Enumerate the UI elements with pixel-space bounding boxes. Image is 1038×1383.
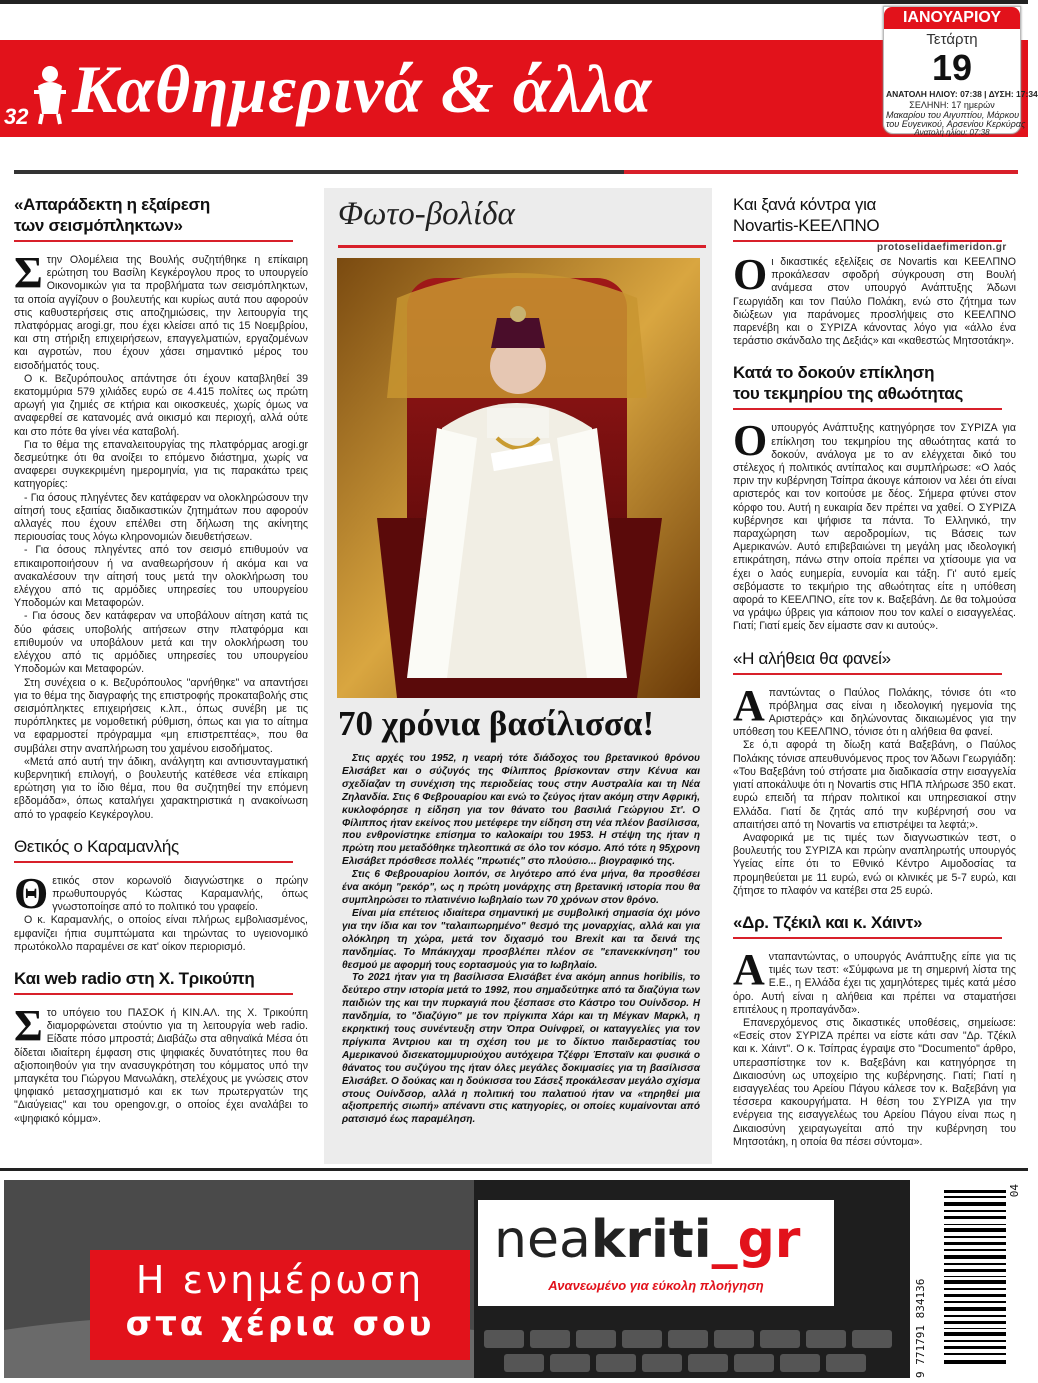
ad-brand-logo	[494, 1210, 800, 1270]
title-line: των σεισμόπληκτων»	[14, 216, 183, 235]
paragraph: Για το θέμα της επαναλειτουργίας της πλατφόρμας arogi.gr δεσμεύτηκε ότι θα ανοίξει το επόμενο διάστημα, χωρίς να αναφερει συγκεκριμένη ημερομηνία, για τις παρακάτω τρεις κατηγορίες:	[14, 438, 308, 491]
paragraph: ι δικαστικές εξελίξεις σε Novartis και ΚΕΕΛΠΝΟ προκάλεσαν σφοδρή σύγκρουση στη Βουλή ανάμεσα στον υπουργό Ανάπτυξης Άδωνι Γεωργιάδη και τον Παύλο Πολάκη, ενώ στο ζήτημα των διώξεων για παράνομες προσλήψεις στο ΚΕΕΛΠΝΟ παρενέβη και ο ΣΥΡΙΖΑ κάνοντας λόγο για «άλλο ένα τεράστιο σκάνδαλο της Δεξιάς» και «καθεστώς Μητσοτάκη».	[733, 256, 1016, 348]
article-title-karamanlis: Θετικός ο Καραμανλής	[14, 836, 179, 856]
sun-times: ΑΝΑΤΟΛΗ ΗΛΙΟΥ: 07:38 | ΔΥΣΗ: 17:34	[886, 89, 1038, 99]
paragraph: Επανερχόμενος στις δικαστικές υποθέσεις, σημείωσε: «Εσείς στον ΣΥΡΙΖΑ πρέπει να είστε κάτι σαν "Δρ. Τζέκιλ και κ. Χάιντ". Ο κ. Τσίπρας έγραψε στο "Documento" άρθρο, υπερασπίστηκε τον κ. Βαξεβάνη και κατηγόρησε τη Δικαιοσύνη ως υποχείριο της κυβέρνησης. Γιατί; Γιατί η εισαγγελέας του Αρείου Πάγου κάλεσε τον κ. Βαξεβάνη για τέσσερα κακουργήματα. Η θέση του ΣΥΡΙΖΑ για την ενέργεια της εισαγγελέως του Αρείου Πάγου είναι πως η Δικαιοσύνη χειραγωγείται από την κυβέρνηση του Μητσοτάκη, η οποία θα πέσει σύντομα».	[733, 1016, 1016, 1148]
ad-line-2: στα χέρια σου	[125, 1304, 435, 1344]
article-title-jekyll-hyde: «Δρ. Τζέκιλ και κ. Χάιντ»	[733, 912, 923, 932]
paragraph: - Για όσους δεν κατάφεραν να υποβάλουν αίτηση κατά τις δύο φάσεις υποβολής αιτήσεων στην πλατφόρμα και επιθυμούν να υποβάλουν μετά και την ολοκλήρωση του ελέγχου από τις αρμόδιες υπηρεσίες του υπουργείου Υποδομών και Μεταφορών.	[14, 610, 308, 676]
paragraph: Ο κ. Καραμανλής, ο οποίος είναι πλήρως εμβολιασμένος, εμφανίζει ήπια συμπτώματα και τηρώντας το υγειονομικό πρωτόκολλο παραμένει σε κατ' οίκον περιορισμό.	[14, 914, 308, 953]
title-line: του τεκμηρίου της αθωότητας	[733, 384, 963, 404]
paragraph: ετικός στον κορωνοϊό διαγνώστηκε ο πρώην πρωθυπουργός Κώστας Καραμανλής, όπως γνωστοποίησε από το πολιτικό του γραφείο.	[52, 874, 308, 914]
brand-kriti: kriti	[590, 1210, 712, 1270]
title-rule	[733, 673, 1002, 675]
paragraph: νταπαντώντας, ο υπουργός Ανάπτυξης είπε για τις τιμές των τεστ: «Σύμφωνα με τη σημερινή λίστα της Ε.Ε., η Ελλάδα έχει τις χαμηλότερες τιμές κατά μέσο όρο. Αυτή είναι η αλήθεια και πρέπει να σταματήσει επιτέλους η προπαγάνδα».	[733, 950, 1016, 1016]
drop-cap: Ο	[733, 416, 768, 466]
mascot-logo-icon	[32, 64, 68, 126]
title-rule	[14, 993, 293, 995]
article-title-web-radio: Και web radio στη Χ. Τρικούπη	[14, 968, 255, 988]
article-title-alitheia: «Η αλήθεια θα φανεί»	[733, 648, 891, 668]
top-rule	[0, 0, 1028, 4]
article-title-seismoplikta	[14, 194, 308, 236]
sunrise-line: Ανατολή ηλίου: 07:38	[914, 128, 990, 137]
header-rule-dark	[14, 170, 624, 174]
right-column	[733, 194, 1016, 1149]
title-rule	[733, 937, 1002, 939]
watermark: protoselidaefimeridon.gr	[877, 242, 1007, 253]
title-line: «Απαράδεκτη η εξαίρεση	[14, 195, 210, 214]
article-title-tekmirio	[733, 362, 1016, 404]
brand-nea: nea	[494, 1210, 591, 1270]
article-title-novartis	[733, 194, 1016, 236]
paragraph: Ο κ. Βεζυρόπουλος απάντησε ότι έχουν καταβληθεί 39 εκατομμύρια 579 χιλιάδες ευρώ σε 4.415 πολίτες ως πρώτη αρωγή για ζημιές σε κτήρια και οικοσκευές, χωρίς όμως να αναφερθεί σε κατανομές ανά οικισμό και περιοχή, αλλά ούτε και στο πότε θα γίνει νέα καταβολή.	[14, 372, 308, 438]
drop-cap: Σ	[14, 1000, 43, 1050]
paragraph: Στη συνέχεια ο κ. Βεζυρόπουλος "αρνήθηκε" να απαντήσει για το θέμα της διαγραφής της επιστροφής προκαταβολής στις σεισμόπληκτες επιχειρήσεις κ.λπ., όπως συνέβη με τις πυρόπληκτες με νομοθετική ρύθμιση, όπως και για το αίτημα να εφαρμοστεί πρόγραμμα «μη επιστρεπτέας», που θα συμβάλει στην αναπλήρωση του χαμένου εισοδήματος.	[14, 676, 308, 755]
paragraph: υπουργός Ανάπτυξης κατηγόρησε τον ΣΥΡΙΖΑ για επίκληση του τεκμηρίου της αθωότητας κατά το δοκούν, ανάλογα με το αν ελέγχεται δικό του στέλεχος ή πολιτικός αντίπαλος και συμπλήρωσε: «Ο λαός πριν την κυβέρνηση Τσίπρα άκουγε κάποιον να λέει ότι είναι αριστερός και τον κοιτούσε με δέος. Σήμερα φτύνει στον κόρφο του. Αυτή η ευκαιρία δεν πρέπει να χαθεί. Ο ΣΥΡΙΖΑ κυβέρνησε και ψήφισε τα πάντα. Το Ελληνικό, την παραχώρηση των αεροδρομίων, τις Βάσεις των Αμερικανών. Αυτό επιβεβαιώνει τη μεγάλη μας ιδεολογική επικράτηση, πάνω στην οποία πρέπει να χτίσουμε για να έχει ο λαός ευημερία, ευνομία και τάξη. Γι' αυτό εμείς σεβόμαστε το τεκμήριο της αθωότητας είτε η υπόθεση αφορά το ΚΕΕΛΠΝΟ, είτε τον κ. Βαξεβάνη. Δε θα τολμούσα να γράψω ύβρεις για κάποιον που τον καλεί ο εισαγγελέας. Γιατί; Γιατί εμείς δεν είμαστε σαν κι αυτούς».	[733, 422, 1016, 633]
paragraph: «Μετά από αυτή την άδικη, ανάλγητη και αντισυνταγματική κυβερνητική επιλογή, ο βουλευτής κατέθεσε νέα επίκαιρη ερώτηση για το ίδιο θέμα, που θα συζητηθεί την επόμενη εβδομάδα», όπως καταλήγει χαρακτηριστικά η ανακοίνωση από το γραφείο Κεγκέρογλου.	[14, 755, 308, 821]
paragraph: Το 2021 ήταν για τη βασίλισσα Ελισάβετ ένα ακόμη annus horibilis, το δεύτερο στην ιστορία μετά το 1992, που σημαδεύτηκε από τα διαζύγια των παιδιών της και την πυρκαγιά που ξέσπασε στο Κάστρο του Ουίνδσορ. Η πανδημία, το "διαζύγιο" με τον πρίγκιπα Χάρι και τη Μέγκαν Μαρκλ, η εκρηκτική τους συνέντευξη στην Όπρα Ουίνφρεϊ, οι καταγγελίες για τον πρίγκιπα Άντριου και τη σχέση του με το δίκτυο παιδεραστίας του Αμερικανού δισεκατομμυριούχου αυτόχειρα Τζέφρι Έπσταϊν και φυσικά ο θάνατος του συζύγου της ήταν όλες μεγάλες δοκιμασίες για τη βασίλισσα Ελισάβετ. Ο δούκας και η δούκισσα του Σάσεξ προκάλεσαν μεγάλο σχίσμα στους Ουίνδσορ, αλλά η πολιτική του παλατιού ήταν να «τηρηθεί μια αξιοπρεπής σιωπή» απέναντι στις κατηγορίες, οι οποίες κυμαίνονται από ρατσισμό έως παραμέληση.	[342, 972, 700, 1126]
saints-line-2: του Ευγενικού, Αρσενίου Κερκύρας	[886, 119, 1026, 129]
paragraph: την Ολομέλεια της Βουλής συζητήθηκε η επίκαιρη ερώτηση του Βασίλη Κεγκέρογλου προς το υπουργείο Οικονομικών για τα προβλήματα των σεισμόπληκτων, τα οποία αγγίζουν ο βουλευτής και κυρίως αυτά που αφορούν στις καθυστερήσεις στις αποζημιώσεις, την λειτουργία της πλατφόρμας arogi.gr, που έχει κλείσει από τις 15 Νοεμβρίου, και στη στήριξη επιχειρήσεων, επαγγελματιών, εργαζομένων και αγροτών, που έχουν χάσει σημαντικό μέρος του εισοδήματός τους.	[14, 254, 308, 372]
drop-cap: Σ	[14, 248, 43, 297]
drop-cap: Θ	[14, 868, 49, 918]
bottom-rule	[0, 1168, 1028, 1171]
date-month: ΙΑΝΟΥΑΡΙΟΥ	[884, 7, 1020, 29]
paragraph: - Για όσους πληγέντες δεν κατάφεραν να ολοκληρώσουν την αίτησή τους εξαιτίας διαδικαστικών ζητημάτων που αφορούν αλλαγές που έχουν επέλθει στη δήλωση της ακίνητης περιουσίας τους λόγω κληρονομιών διευθετήσεων.	[14, 491, 308, 544]
title-rule	[14, 861, 293, 863]
drop-cap: Ο	[733, 250, 768, 299]
drop-cap: Α	[733, 944, 765, 994]
paragraph: το υπόγειο του ΠΑΣΟΚ ή ΚΙΝ.ΑΛ. της Χ. Τρικούπη διαμορφώνεται στούντιο για τη λειτουργία web radio. Είδατε πόσο μπροστά; Διαβάζω στα αθηναϊκά Μέσα ότι δίδεται ιδιαίτερη έμφαση στις ψηφιακές δυνατότητες που θα αξιοποιηθούν για την ανασυγκρότηση του κόμματος υπό την μπαγκέτα του Γιώργου Μανωλάκη, στελέχους με γνώσεις στον ψηφιακό μετασχηματισμό και εκ των πρωτεργατών της "Διαύγειας" και του opengov.gr, ο οποίος έχει αναλάβει το «ψηφιακό κόμμα».	[14, 1006, 308, 1125]
date-weekday: Τετάρτη	[926, 31, 978, 48]
barcode-issue: 04	[1008, 1184, 1021, 1198]
paragraph: Στις 6 Φεβρουαρίου λοιπόν, σε λιγότερο από ένα μήνα, θα προσθέσει ένα ακόμη "ρεκόρ", ως η πρώτη μονάρχης στη βρετανική ιστορία που θα συμπληρώσει το πλατινένιο Ιωβηλαίο των 70 χρόνων στον θρόνο.	[342, 869, 700, 906]
paragraph: Είναι μία επέτειος ιδιαίτερα σημαντική με συμβολική σημασία όχι μόνο για την ίδια και τον "ταλαιπωρημένο" θεσμό της μοναρχίας, αλλά και για ολόκληρη τη χώρα, μετά τον διχασμό του Brexit και τα δεινά της πανδημίας. Το Μπάκιγχαμ προσβλέπει πλέον σε "επανεκκίνηση" του θεσμού με αφορμή τους εορτασμούς για το Ιωβηλαίο.	[342, 907, 700, 971]
feature-rule	[338, 245, 706, 248]
ad-tagline: Ανανεωμένο για εύκολη πλοήγηση	[548, 1278, 764, 1293]
title-line: Novartis-ΚΕΕΛΠΝΟ	[733, 216, 880, 235]
neakriti-ad[interactable]	[4, 1180, 910, 1378]
title-line: Και ξανά κόντρα για	[733, 195, 877, 214]
paragraph: Στις αρχές του 1952, η νεαρή τότε διάδοχος του βρετανικού θρόνου Ελισάβετ και ο σύζυγός της Φίλιππος βρίσκονταν στην Κένυα και σχεδίαζαν τη συνέχιση της περιοδείας τους στην Αυστραλία και τη Νέα Ζηλανδία. Στις 6 Φεβρουαρίου και ενώ το ζεύγος ήταν ακόμη στην Αφρική, κυκλοφόρησε η είδηση για τον θάνατο του βασιλιά Γεώργιου Στ'. Ο Φίλιππος ήταν εκείνος που μετέφερε την είδηση στη νέα πλέον βασίλισσα, που ενθρονίστηκε επίσημα το καλοκαίρι του 1953. Η στέψη της ήταν η πρώτη που μεταδόθηκε τηλεοπτικά σε όλο τον κόσμο. Από τότε η 95χρονη Ελισάβετ πρόσθεσε πολλές "πρωτιές" στο πλούσιο... βιογραφικό της.	[342, 753, 700, 868]
brand-gr: _gr	[711, 1210, 801, 1270]
left-column	[14, 194, 308, 1126]
saints-line-1: Μακαρίου του Αιγυπτίου, Μάρκου	[886, 110, 1020, 120]
feature-label: Φωτο-βολίδα	[338, 196, 515, 232]
title-rule	[733, 408, 1002, 410]
moon-age: ΣΕΛΗΝΗ: 17 ημερών	[909, 100, 995, 110]
feature-body	[342, 753, 700, 1127]
drop-cap: Α	[733, 680, 765, 730]
date-day: 19	[931, 47, 973, 88]
queen-throne-photo	[337, 258, 700, 698]
paragraph: Αναφορικά με τις τιμές των διαγνωστικών τεστ, ο βουλευτής του ΣΥΡΙΖΑ και πρώην αναπληρωτής υπουργός Υγείας είπε ότι το Εθνικό Κέντρο Αιμοδοσίας τα προμηθεύεται με 11 ευρώ, ενώ οι κλινικές με 5-7 ευρώ, και ζήτησε το πλαφόν να κατέβει στα 25 ευρώ.	[733, 831, 1016, 897]
page-number: 32	[4, 104, 29, 129]
paragraph: παντώντας ο Παύλος Πολάκης, τόνισε ότι «το πρόβλημα σας είναι η ιδεολογική ηγεμονία της Αριστεράς» και δηλώνοντας δικαιωμένος για την υπόθεση του ΚΕΕΛΠΝΟ, τόνισε ότι η αλήθεια θα φανεί.	[733, 686, 1016, 739]
title-line: Κατά το δοκούν επίκληση	[733, 363, 935, 383]
date-box	[883, 6, 1038, 137]
title-rule	[14, 240, 293, 242]
ad-line-1: Η ενημέρωση	[135, 1258, 425, 1302]
section-title: Καθημερινά & άλλα	[72, 51, 653, 127]
feature-title: 70 χρόνια βασίλισσα!	[338, 704, 655, 743]
paragraph: - Για όσους πληγέντες από τον σεισμό επιθυμούν να επικαιροποιήσουν ή να αναθεωρήσουν ή ακόμα και να ανακαλέσουν την αίτησή τους μετά την ολοκλήρωση του ελέγχου από τις αρμόδιες υπηρεσίες του υπουργείου Υποδομών και Μεταφορών.	[14, 544, 308, 610]
barcode	[914, 1180, 1024, 1378]
barcode-digits: 9 771791 834136	[914, 1278, 927, 1378]
paragraph: Σε ό,τι αφορά τη δίωξη κατά Βαξεβάνη, ο Παύλος Πολάκης τόνισε απευθυνόμενος προς τον Άδωνι Γεωργιάδη: «Του Βαξεβάνη τού στήσατε μια διαδικασία στην εισαγγελία γιατί αποκάλυψε ότι η Novartis στις ΗΠΑ πλήρωσε 350 εκατ. ευρώ επειδή τα πήραν πολιτικοί και υπηρεσιακοί στην Ελλάδα. Γιατί δε ζητάς από την κυβέρνησή σου να απαιτήσει από τη Novartis να επιστρέψει τα λεφτά;».	[733, 739, 1016, 831]
